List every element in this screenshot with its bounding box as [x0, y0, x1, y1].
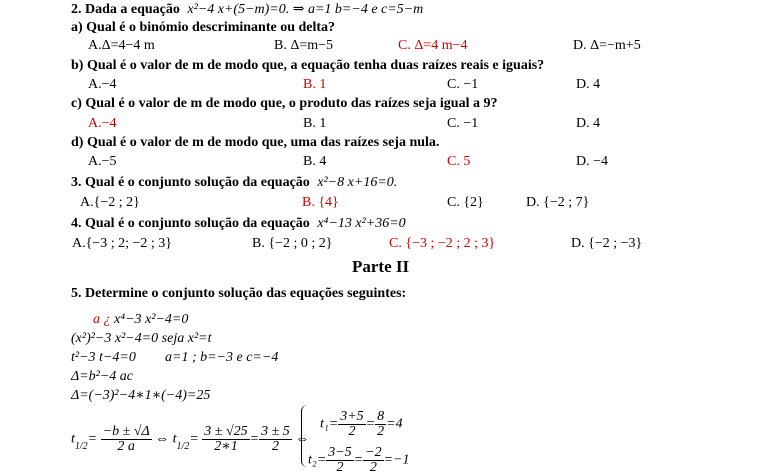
q5-t1-f1-den: 2	[348, 424, 356, 439]
q5-t2-f2-den: 2	[369, 460, 377, 475]
q2a-option-d[interactable]: D. Δ=−m+5	[573, 38, 641, 53]
q5-step2-left: t²−3 t−4=0	[71, 350, 136, 365]
q5-t-sub: 1/2	[74, 440, 88, 452]
q5-frac3-num: 3 ± 5	[261, 424, 290, 439]
q2-header	[71, 2, 423, 18]
q3-option-c[interactable]: C. {2}	[447, 195, 484, 210]
q5-frac1-den: 2 a	[117, 439, 135, 454]
q5-frac2-den: 2∗1	[214, 439, 238, 454]
q5-t2-frac2	[363, 446, 383, 475]
q2a-option-a[interactable]: A.Δ=4−4 m	[88, 38, 155, 53]
q2b-option-c[interactable]: C. −1	[447, 77, 479, 92]
q3-option-b[interactable]: B. {4}	[302, 195, 339, 210]
q2c-option-a[interactable]: A.−4	[88, 116, 117, 131]
q4-option-c[interactable]: C. {−3 ; −2 ; 2 ; 3}	[389, 236, 496, 251]
q5-t1-f1-num: 3+5	[340, 409, 364, 424]
q2d-option-a[interactable]: A.−5	[88, 154, 117, 169]
q2b-option-d[interactable]: D. 4	[576, 77, 601, 92]
q4-option-a[interactable]: A.{−3 ; 2; −2 ; 3}	[72, 236, 173, 251]
q2b-question: b) Qual é o valor de m de modo que, a equação tenha duas raízes reais e iguais?	[71, 58, 545, 73]
q2-equation: x²−4 x+(5−m)=0. ⇒ a=1 b=−4 e c=5−m	[187, 2, 424, 17]
q5-frac3-den: 2	[271, 439, 279, 454]
q5-frac2-num: 3 ± √25	[204, 424, 248, 439]
q5-step3: Δ=b²−4 ac	[71, 369, 134, 384]
q2d-option-d[interactable]: D. −4	[576, 154, 609, 169]
q2b-option-b[interactable]: B. 1	[303, 77, 327, 92]
q2c-option-b[interactable]: B. 1	[303, 116, 327, 131]
q2a-question: a) Qual é o binómio descriminante ou delta?	[71, 20, 336, 35]
q5-t1-result: =4	[386, 416, 403, 432]
q2d-option-b[interactable]: B. 4	[303, 154, 327, 169]
q5-t1-frac1	[338, 410, 365, 439]
q2d-option-c[interactable]: C. 5	[447, 154, 471, 169]
q2-header-text: 2. Dada a equação	[71, 2, 180, 17]
q3-question	[71, 175, 397, 191]
q5-step2-right: a=1 ; b=−3 e c=−4	[165, 350, 279, 365]
q2c-option-d[interactable]: D. 4	[576, 116, 601, 131]
q5-frac1-num: −b ± √Δ	[102, 424, 150, 439]
q5-step1: (x²)²−3 x²−4=0 seja x²=t	[71, 331, 212, 346]
q5-eq-a	[93, 312, 188, 328]
q5-frac3	[259, 425, 292, 454]
q2a-option-c[interactable]: C. Δ=4 m−4	[398, 38, 468, 53]
q5-t2-f1-den: 2	[336, 460, 344, 475]
q5-t2-f2-num: −2	[365, 445, 382, 460]
q3-equation: x²−8 x+16=0.	[317, 175, 398, 190]
q5-t-sub-2: 1/2	[176, 440, 190, 452]
q5-t1: t₁= $\frac{3+5}{2}$ = $\frac{8}{2}$ =4	[320, 409, 403, 439]
q5-t2-frac1	[326, 446, 353, 475]
q5-t1-f2-num: 8	[377, 409, 385, 424]
q5-frac2	[202, 425, 249, 454]
part-title: Parte II	[352, 257, 410, 276]
q5-t1-label: t₁=	[320, 416, 339, 432]
q5-t-label: t	[71, 431, 75, 447]
q5-eq-a-text: x⁴−3 x²−4=0	[114, 312, 189, 327]
q5-t2-result: =−1	[383, 452, 410, 468]
q2a-option-b[interactable]: B. Δ=m−5	[274, 38, 334, 53]
q3-option-a[interactable]: A.{−2 ; 2}	[80, 195, 140, 210]
q5-t2: t₂= $\frac{3-5}{2}$ = $\frac{-2}{2}$ =−1	[308, 445, 410, 475]
q5-label-a: a ¿	[93, 312, 111, 327]
q3-option-d[interactable]: D. {−2 ; 7}	[526, 195, 590, 210]
q4-question-text: 4. Qual é o conjunto solução da equação	[71, 216, 310, 231]
q4-option-b[interactable]: B. {−2 ; 0 ; 2}	[252, 236, 333, 251]
q5-frac1	[101, 425, 152, 454]
q5-t1-f2-den: 2	[377, 424, 385, 439]
q3-question-text: 3. Qual é o conjunto solução da equação	[71, 175, 310, 190]
q5-t2-f1-num: 3−5	[328, 445, 352, 460]
q2b-option-a[interactable]: A.−4	[88, 77, 117, 92]
q4-equation: x⁴−13 x²+36=0	[317, 216, 406, 231]
q5-t2-label: t₂=	[308, 452, 327, 468]
q5-question: 5. Determine o conjunto solução das equações seguintes:	[71, 286, 407, 301]
q5-t-label-2: t	[172, 431, 177, 447]
q2c-question: c) Qual é o valor de m de modo que, o produto das raízes seja igual a 9?	[71, 96, 498, 111]
q5-step4: Δ=(−3)²−4∗1∗(−4)=25	[71, 388, 211, 403]
q2c-option-c[interactable]: C. −1	[447, 116, 479, 131]
q5-t1-frac2	[375, 410, 386, 439]
q5-formula: $t_{1/2}=$ $\frac{-b \pm √\Delta}{2 a}$ ⇔ $t_{1/2}=$ $\frac{3 \pm √25}{2∗1}$ = $\frac{3 \pm 5}{2}$ ⇔	[71, 424, 310, 454]
q4-question	[71, 216, 406, 232]
q2d-question: d) Qual é o valor de m de modo que, uma das raízes seja nula.	[71, 135, 440, 150]
q4-option-d[interactable]: D. {−2 ; −3}	[571, 236, 643, 251]
